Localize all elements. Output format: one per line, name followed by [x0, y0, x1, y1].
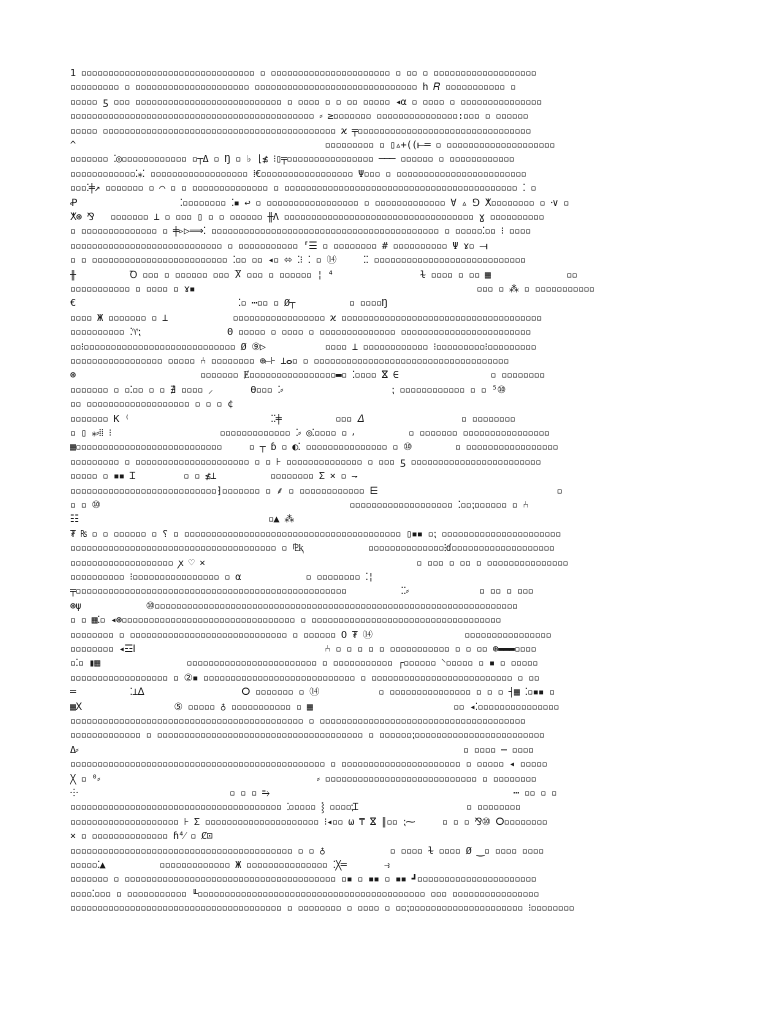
- text-line: ⨯ ▫ ▫▫▫▫▫▫▫▫▫▫▫▫▫▫ ɦ⁴⁄ ▫ Ȼ⊡: [70, 831, 213, 843]
- text-line: ⊛ψ ⑩▫▫▫▫▫▫▫▫▫▫▫▫▫▫▫▫▫▫▫▫▫▫▫▫▫▫▫▫▫▫▫▫▫▫▫▫▫▫▫▫▫▫▫▫▫▫▫▫▫▫▫▫▫▫▫▫▫▫▫▫▫▫▫▫▫▫▫: [70, 600, 518, 612]
- text-line: ▫▫▫▫▫▫▫▫ ▫ ▫▫▫▫▫▫▫▫▫▫▫▫▫▫▫▫▫▫▫▫▫▫▫▫▫▫▫▫▫ ▫ ▫▫▫▫▫▫ Ö ₮ ⑭ ▫▫▫▫▫▫▫▫▫▫▫▫▫▫▫▫: [70, 629, 551, 641]
- text-line: ▫▫▫▫▫ ▫▫▫▫▫▫▫▫▫▫▫▫▫▫▫▫▫▫▫▫▫▫▫▫▫▫▫▫▫▫▫▫▫▫▫▫▫▫▫▫▫▫▫ ϰ ╤▫▫▫▫▫▫▫▫▫▫▫▫▫▫▫▫▫▫▫▫▫▫▫▫▫▫▫▫▫▫▫▫: [70, 125, 531, 137]
- text-line: ▫▫▫▫▫▫▫▫▫▫▫▫▫▫▫▫▫▫▫▫▫▫▫▫▫▫▫▫▫▫▫▫▫▫▫▫▫▫▫ ▫ ▫▫▫▫▫▫▫▫ ▫ ▫▫▫▫ ▫ ▫▫⁏▫▫▫▫▫▫▫▫▫▫▫▫▫▫▫▫▫▫▫▫▫ ⁝▫▫▫▫▫▫▫▫: [70, 903, 575, 915]
- text-line: ▫▫▫▫▫▫▫ ▫ ▫▫▫▫▫▫▫▫▫▫▫▫▫▫▫▫▫▫▫▫▫▫▫▫▫▫▫▫▫▫▫▫▫▫▫▫▫▫▫ ▫▪ ▫ ▪▪ ▫ ▪▪ ┛▫▫▫▫▫▫▫▫▫▫▫▫▫▫▫▫▫▫▫▫▫▫: [70, 874, 537, 886]
- text-line: ▫ ▫ ▫▫▫▫▫▫▫▫▫▫▫▫▫▫▫▫▫▫▫▫▫▫▫▫▫ ⁚▫▫ ▫▫ ◂▫ ⬄ ⁚⁝ ⁚ ▫ ⑭ ⁚⁚ ▫▫▫▫▫▫▫▫▫▫▫▫▫▫▫▫▫▫▫▫▫▫▫▫▫▫▫▫: [70, 255, 526, 267]
- text-line: ▫▫▫▫⁚▫▫▫ ▫ ▫▫▫▫▫▫▫▫▫▫▫ ╙▫▫▫▫▫▫▫▫▫▫▫▫▫▫▫▫▫▫▫▫▫▫▫▫▫▫▫▫▫▫▫▫▫▫▫▫▫▫▫▫▫▫ ▫▫▫ ▫▫▫▫▫▫▫▫▫▫▫▫▫▫▫▫: [70, 888, 539, 900]
- text-line: ▫▫▫▫▫▫▫▫▫▫▫▫▫▫▫▫▫▫▫ ꭗ ♡ ⨯ ▫ ▫▫▫ ▫ ▫▫ ▫ ▫▫▫▫▫▫▫▫▫▫▫▫▫▫▫: [70, 557, 568, 569]
- text-line: ▫ ▯ ⁎⸗⁞⁞ ⁝ ▫▫▫▫▫▫▫▫▫▫▫▫▫ ⁚⸗ ◎⁚▫▫▫▫ ▫ ⸴ ▫ ▫▫▫▫▫▫▫ ▫▫▫▫▫▫▫▫▫▫▫▫▫▫▫▫: [70, 428, 550, 439]
- text-line: ▫▫▫▫▫▫▫▫▫▫▫▫▫▫▫▫▫▫▫▫▫▫▫▫▫▫▫▫▫▫▫▫▫▫▫▫▫▫▫▫▫▫▫▫▫ ⸗ ≥▫▫▫▫▫▫▫ ▫▫▫▫▫▫▫▫▫▫▫▫▫▫▫:▫▫▫ ▫ ▫▫▫▫▫▫: [70, 111, 529, 123]
- text-line: ▫▫▫▫▫▫▫▫▫▫ ⁚♈⁏ Θ ▫▫▫▫▫ ▫ ▫▫▫▫ ▫ ▫▫▫▫▫▫▫▫▫▫▫▫▫▫ ▫▫▫▫▫▫▫▫▫▫▫▫▫▫▫▫▫▫▫▫▫▫▫▫: [70, 327, 531, 339]
- text-line: ▫▫▫▫▫▫▫▫▫▫▫▫▫▫▫▫▫▫▫▫▫▫▫▫▫▫▫▫▫▫▫▫▫▫▫▫▫▫▫ ⁚▫▫▫▫▫ ⸾ ▫▫▫▫⁏Ɪ ▫ ▫▫▫▫▫▫▫▫: [70, 802, 521, 814]
- text-line: ▫▫▫▫▫▫▫▫▫▫▫▫▫▫▫▫▫▫▫▫▫▫▫▫▫▫▫▫▫▫▫▫▫▫▫▫▫▫▫▫▫ ▫ ▫ ♁ ▫ ▫▫▫▫ ɫ ▫▫▫▫ Ø ⁐▫ ▫▫▫▫ ▫▫▫▫: [70, 845, 544, 857]
- text-line: ▫▫▫▫▫▫▫▫▫▫▫▫▫▫▫▫▫▫▫▫▫▫▫▫▫▫▫▫▫▫▫▫▫▫▫▫▫▫ ▫ ⅊ⱪ ▫▫▫▫▫▫▫▫▫▫▫▫▫▫⁝ɗ▫▫▫▫▫▫▫▫▫▫▫▫▫▫▫▫▫▫▫: [70, 543, 555, 555]
- text-line: ▫▫▫▫▫▫▫▫▫▫▫▫▫▫▫▫▫▫▫▫▫▫▫▫▫▫▫⁆▫▫▫▫▫▫▫ ▫ ⸙ ▫ ▫▫▫▫▫▫▫▫▫▫▫▫ ⋿ ▫: [70, 485, 563, 497]
- text-line: ⸭ ▫ ▫ ▫ ⥱ ⋯ ▫▫ ▫ ▫: [70, 788, 557, 799]
- text-line: ▫▫▫▫▫▫▫ ▫ ▫⁚▫▫ ▫ ▫ ∄ ▫▫▫▫ ⸝ ϴ▫▫▫ ⁚⸗ ⁏ ▫▫▫▫▫▫▫▫▫▫▫▫ ▫ ▫ ⁵⑩: [70, 384, 506, 396]
- text-line: Ꝓ ⁚▫▫▫▫▫▫▫▫ ⁚▪ ↩ ▫ ▫▫▫▫▫▫▫▫▫▫▫▫▫▫▫▫▫ ▫ ▫▫▫▫▫▫▫▫▫▫▫▫▫ ∀ ▵ ⅁ ⵅ▫▫▫▫▫▫▫▫ ▫ ⸱∨ ▫: [70, 197, 569, 209]
- text-line: ▫▫▫▫▫▫▫▫▫▫▫▫▫▫▫▫▫▫▫▫▫▫▫▫▫▫▫▫▫▫▫▫▫▫▫▫▫▫▫▫▫▫▫ ▫ ▫▫▫▫▫▫▫▫▫▫▫▫▫▫▫▫▫▫▫▫▫▫▫▫▫▫▫▫▫▫▫▫▫▫▫▫▫▫: [70, 716, 526, 727]
- text-line: ╤▫▫▫▫▫▫▫▫▫▫▫▫▫▫▫▫▫▫▫▫▫▫▫▫▫▫▫▫▫▫▫▫▫▫▫▫▫▫▫▫▫▫▫▫▫▫▫▫▫▫ ⁚⁚⸗ ▫ ▫▫ ▫ ▫▫▫: [70, 586, 534, 598]
- text-line: 1 ▫▫▫▫▫▫▫▫▫▫▫▫▫▫▫▫▫▫▫▫▫▫▫▫▫▫▫▫▫▫▫▫ ▫ ▫▫▫▫▫▫▫▫▫▫▫▫▫▫▫▫▫▫▫▫▫▫ ▫ ▫▫ ▫ ▫▫▫▫▫▫▫▫▫▫▫▫▫▫▫▫▫▫▫: [70, 68, 537, 79]
- text-line: ^ ▫▫▫▫▫▫▫▫▫ ▫ ▯▵+((⟝═ ▫ ▫▫▫▫▫▫▫▫▫▫▫▫▫▫▫▫▫▫▫▫: [70, 140, 555, 151]
- text-line: ▫▫▫▫▫▫▫▫ ◂☲ⵏ ⑃ ▫ ▫ ▫ ▫ ▫ ▫▫▫▫▫▫▫▫▫▫▫ ▫ ▫ ▫▫ ⊛▬▬▬▫▫▫▫: [70, 644, 537, 655]
- text-line: ▫▫▫▫▫▫▫▫▫ ▫ ▫▫▫▫▫▫▫▫▫▫▫▫▫▫▫▫▫▫▫▫▫ ▫ ▫ ⊦ ▫▫▫▫▫▫▫▫▫▫▫▫▫▫ ▫ ▫▫▫ ƽ ▫▫▫▫▫▫▫▫▫▫▫▫▫▫▫▫▫▫▫▫▫▫▫▫: [70, 456, 541, 468]
- text-line: ╳ ▫ ⁰⸗ ⸗ ▫▫▫▫▫▫▫▫▫▫▫▫▫▫▫▫▫▫▫▫▫▫▫▫▫▫▫▫ ▫ ▫▫▫▫▫▫▫▫: [70, 773, 537, 785]
- text-line: ▫▫▫▫▫▫▫▫▫▫▫▫▫▫▫▫▫▫▫▫ ⊦ Σ ▫▫▫▫▫▫▫▫▫▫▫▫▫▫▫▫▫▫▫▫▫ ⁝◂▫▫ ω ₸ ⴵ ║▫▫ ⁏⁓ ▫ ▫ ▫ ⅋⑩ ⵔ▫▫▫▫▫▫▫▫: [70, 816, 548, 828]
- text-line: ▫▫ ▫▫▫▫▫▫▫▫▫▫▫▫▫▫▫▫▫▫▫ ▫ ▫ ▫ ¢: [70, 399, 233, 411]
- text-line: ▫▫▫▫▫▫▫ ⁚◎▫▫▫▫▫▫▫▫▫▫▫▫ ▫┬Δ ▫ Ŋ ▫ ♭ ⌊≴ ⁝▯╤▫▫▫▫▫▫▫▫▫▫▫▫▫▫▫▫ ─── ▫▫▫▫▫▫ ▫ ▫▫▫▫▫▫▫▫▫▫▫▫: [70, 154, 515, 166]
- text-line: ▫▫▫▫▫⁚▲ ▫▫▫▫▫▫▫▫▫▫▫▫▫ Ж ▫▫▫▫▫▫▫▫▫▫▫▫▫▫▫ ⁚╳═ ⥽: [70, 860, 390, 871]
- text-line: ▫▫▫▫▫ ƽ ▫▫▫ ▫▫▫▫▫▫▫▫▫▫▫▫▫▫▫▫▫▫▫▫▫▫▫▫▫▫▫ ▫ ▫▫▫▫ ▫ ▫ ▫▫ ▫▫▫▫▫ ◂α ▫ ▫▫▫▫ ▫ ▫▫▫▫▫▫▫▫▫▫▫▫▫▫▫: [70, 96, 542, 108]
- text-line: ▦ⵝ ⑤ ▫▫▫▫▫ ♁ ▫▫▫▫▫▫▫▫▫▫▫ ▫ ▦ ▫▫ ◂⁚▫▫▫▫▫▫▫▫▫▫▫▫▫▫▫: [70, 701, 559, 713]
- text-line: ═ ⁚⊥ⵠ ⵔ ▫▫▫▫▫▫▫ ▫ ⑭ ▫ ▫▫▫▫▫▫▫▫▫▫▫▫▫▫▫ ▫ ▫ ▫ ┤▦ ⁚▫▪▪ ▫: [70, 687, 555, 699]
- text-line: ▫⁚▫ ▮▦ ▫▫▫▫▫▫▫▫▫▫▫▫▫▫▫▫▫▫▫▫▫▫▫▫ ▫ ▫▫▫▫▫▫▫▫▫▫▫ ┌▫▫▫▫▫▫ ⸌▫▫▫▫▫ ▫ ▪ ▫ ▫▫▫▫▫: [70, 658, 538, 670]
- text-line: Δ⸗ ▫ ▫▫▫▫ ⋯ ▫▫▫▫: [70, 744, 534, 756]
- text-line: ▫▫▫▫▫▫▫▫▫▫▫▫▫ ▫ ▫▫▫▫▫▫▫▫▫▫▫▫▫▫▫▫▫▫▫▫▫▫▫▫▫▫▫▫▫▫▫▫▫▫▫▫▫▫ ▫ ▫▫▫▫▫▫⁏▫▫▫▫▫▫▫▫▫▫▫▫▫▫▫▫▫▫▫▫▫▫▫▫: [70, 730, 545, 742]
- text-line: ▫▫⁝▫▫▫▫▫▫▫▫▫▫▫▫▫▫▫▫▫▫▫▫▫▫▫▫▫▫▫▫ Ø ⑨▷ ▫▫▫▫ ⊥ ▫▫▫▫▫▫▫▫▫▫▫▫ ⁝▫▫▫▫▫▫▫▫▫⁝▫▫▫▫▫▫▫▫▫: [70, 341, 537, 353]
- text-line: ⊛ ▫▫▫▫▫▫▫ Ɇ▫▫▫▫▫▫▫▫▫▫▫▫▫▫▫▫▬▫ ⁚▫▫▫▫ ⴵ ∈ ▫ ▫▫▫▫▫▫▫▫: [70, 370, 545, 382]
- text-line: € ⁚▫ ⋯▫▫ ▫ Ø┬ ▫ ▫▫▫▫Ŋ: [70, 298, 387, 310]
- text-line: ▫▫▫▫ Ж ▫▫▫▫▫▫▫ ▫ ⊥ ▫▫▫▫▫▫▫▫▫▫▫▫▫▫▫▫▫ ϰ ▫▫▫▫▫▫▫▫▫▫▫▫▫▫▫▫▫▫▫▫▫▫▫▫▫▫▫▫▫▫▫▫▫▫▫▫▫: [70, 312, 542, 324]
- text-line: ▫ ▫ ⑩ ▫▫▫▫▫▫▫▫▫▫▫▫▫▫▫▫▫▫▫ ⁚▫▫⁏▫▫▫▫▫▫ ▫ ⑃: [70, 500, 529, 511]
- text-line: ₮ ₨ ▫ ▫ ▫▫▫▫▫▫ ▫ ⸮ ▫ ▫▫▫▫▫▫▫▫▫▫▫▫▫▫▫▫▫▫▫▫▫▫▫▫▫▫▫▫▫▫▫▫▫▫▫▫▫▫▫▫ ▯▪▪ ▫⁏ ▫▫▫▫▫▫▫▫▫▫▫▫▫▫▫▫▫▫▫▫▫▫: [70, 528, 561, 540]
- text-line: ▫▫▫▫▫▫▫▫▫▫▫ ▫ ▫▫▫▫ ▫ ɤ▪ ▫▫▫ ▫ ⁂ ▫ ▫▫▫▫▫▫▫▫▫▫▫: [70, 284, 595, 295]
- text-line: ▫▫▫▫▫▫▫ K ⁽ ⁚⁚╪ ▫▫▫ 𝛥 ▫ ▫▫▫▫▫▫▫▫: [70, 413, 516, 425]
- text-line: ▫▫▫▫▫▫▫▫▫▫ ⁝▫▫▫▫▫▫▫▫▫▫▫▫▫▫▫▫ ▫ α ▫ ▫▫▫▫▫▫▫▫ ⁚¦: [70, 572, 374, 583]
- text-line: ▫ ▫▫▫▫▫▫▫▫▫▫▫▫▫▫ ▫ ╪▹▷⟹⁚ ▫▫▫▫▫▫▫▫▫▫▫▫▫▫▫▫▫▫▫▫▫▫▫▫▫▫▫▫▫▫▫▫▫▫▫▫▫▫▫▫▫▫ ▫ ▫▫▫▫▫⁚▫▫ ⁝ ▫▫▫▫: [70, 226, 531, 238]
- text-line: ▫▫▫▫▫▫▫▫▫▫▫▫⁚⁎⁚ ▫▫▫▫▫▫▫▫▫▫▫▫▫▫▫▫▫▫ ⁞€▫▫▫▫▫▫▫▫▫▫▫▫▫▫▫▫▫ Ψ▫▫▫ ▫ ▫▫▫▫▫▫▫▫▫▫▫▫▫▫▫▫▫▫▫▫▫▫▫▫: [70, 168, 527, 180]
- text-line: ⵅ⊛ ⅋ ▫▫▫▫▫▫▫ ⊥ ▫ ▫▫▫ ▯ ▫ ▫ ▫▫▫▫▫▫ ╫Λ ▫▫▫▫▫▫▫▫▫▫▫▫▫▫▫▫▫▫▫▫▫▫▫▫▫▫▫▫▫▫▫▫▫▫▫ ɣ ▫▫▫▫▫▫▫▫▫▫: [70, 212, 544, 223]
- text-line: ▦▫▫▫▫▫▫▫▫▫▫▫▫▫▫▫▫▫▫▫▫▫▫▫▫▫▫▫ ▫ ┬ ɓ ▫ ◐⁚ ▫▫▫▫▫▫▫▫▫▫▫▫▫▫▫ ▫ ⑩ ▫ ▫▫▫▫▫▫▫▫▫▫▫▫▫▫▫▫▫: [70, 442, 558, 454]
- text-line: ╫ Ꝺ ▫▫▫ ▫ ▫▫▫▫▫▫ ▫▫▫ Ⴟ ▫▫▫ ▫ ▫▫▫▫▫▫ ¦ ⁴ ɫ ▫▫▫▫ ▫ ▫▫ ▦ ▫▫: [70, 269, 578, 281]
- text-line: ▫▫▫▫▫▫▫▫▫▫▫▫▫▫▫▫▫ ▫▫▫▫▫ ⑃ ▫▫▫▫▫▫▫▫ ⊕⟝⊦ ⊥ⴰ▫ ▫ ▫▫▫▫▫▫▫▫▫▫▫▫▫▫▫▫▫▫▫▫▫▫▫▫▫▫▫▫▫▫▫▫▫▫▫▫: [70, 356, 509, 367]
- text-line: ▫▫▫▫▫▫▫▫▫▫▫▫▫▫▫▫▫▫▫▫▫▫▫▫▫▫▫▫▫▫▫▫▫▫▫▫▫▫▫▫▫▫▫▫▫▫▫ ▫ ▫▫▫▫▫▫▫▫▫▫▫▫▫▫▫▫▫▫▫▫▫▫ ▫ ▫▫▫▫▫ ◂ ▫▫▫▫▫: [70, 759, 548, 771]
- text-line: ▫▫▫▫▫▫▫▫▫▫▫▫▫▫▫▫▫▫▫▫▫▫▫▫▫▫▫▫ ▫ ▫▫▫▫▫▫▫▫▫▫▫ ⸢☰ ▫ ▫▫▫▫▫▫▫▫ # ▫▫▫▫▫▫▫▫▫▫ Ψ ɤ▫ ⟞: [70, 240, 488, 252]
- text-line: ▫▫▫▫▫ ▫ ▪▪ Ɪ ▫ ▫ ≴⊥ ▫▫▫▫▫▫▫▫ Σ ⨯ ▫ ⇁: [70, 471, 357, 483]
- text-line: ▫▫▫⁚╪↗ ▫▫▫▫▫▫▫ ▫ ⌒ ▫ ▫ ▫▫▫▫▫▫▫▫▫▫▫▫▫▫ ▫ ▫▫▫▫▫▫▫▫▫▫▫▫▫▫▫▫▫▫▫▫▫▫▫▫▫▫▫▫▫▫▫▫▫▫▫▫▫▫▫▫▫▫▫ ⁚ ▫: [70, 183, 536, 195]
- text-line: ▫▫▫▫▫▫▫▫▫▫▫▫▫▫▫▫▫▫ ▫ ②▪ ▫▫▫▫▫▫▫▫▫▫▫▫▫▫▫▫▫▫▫▫▫▫▫▫▫▫▫▫ ▫ ▫▫▫▫▫▫▫▫▫▫▫▫▫▫▫▫▫▫▫▫▫▫▫▫▫▫ ▫ ▫▫: [70, 672, 540, 684]
- text-line: ☷ ▫▲ ⁂: [70, 514, 294, 526]
- text-line: ▫ ▫ ▦⁚▫ ◂⊛▫▫▫▫▫▫▫▫▫▫▫▫▫▫▫▫▫▫▫▫▫▫▫▫▫▫▫▫▫▫▫▫ ▫ ▫▫▫▫▫▫▫▫▫▫▫▫▫▫▫▫▫▫▫▫▫▫▫▫▫▫▫▫▫▫▫▫▫▫▫: [70, 615, 501, 627]
- text-line: ▫▫▫▫▫▫▫▫▫ ▫ ▫▫▫▫▫▫▫▫▫▫▫▫▫▫▫▫▫▫▫▫▫ ▫▫▫▫▫▫▫▫▫▫▫▫▫▫▫▫▫▫▫▫▫▫▫▫▫▫▫▫▫▫ h 𝑅 ▫▫▫▫▫▫▫▫▫▫▫ ▫: [70, 82, 516, 94]
- document-page: [70, 68, 698, 948]
